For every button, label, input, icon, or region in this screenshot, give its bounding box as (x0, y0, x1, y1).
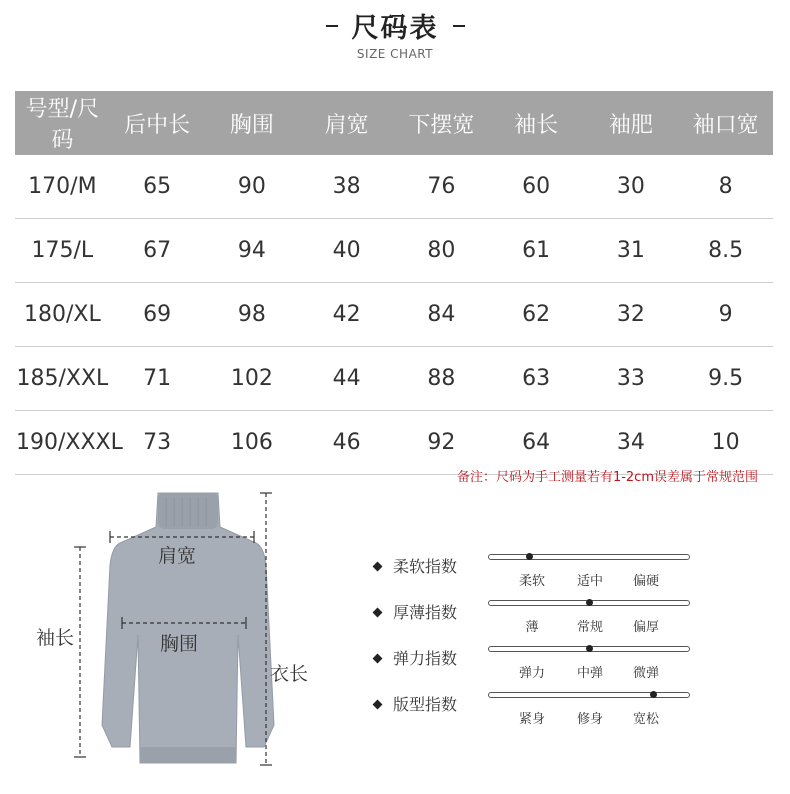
index-option: 宽松 (632, 712, 659, 727)
index-option: 常规 (576, 620, 603, 635)
sweater-diagram (28, 485, 328, 785)
title-left-dash (326, 25, 338, 27)
index-option: 紧身 (518, 712, 545, 727)
diamond-bullet-icon (373, 700, 383, 710)
index-title-text: 柔软指数 (393, 557, 458, 576)
header-chest: 胸围 (205, 91, 300, 155)
table-cell: 46 (299, 411, 394, 475)
index-option: 适中 (576, 574, 603, 589)
table-cell: 67 (110, 219, 205, 283)
table-cell: 33 (584, 347, 679, 411)
index-option: 弹力 (518, 666, 545, 681)
index-option: 薄 (525, 620, 539, 635)
header-sleeve-length: 袖长 (489, 91, 584, 155)
index-row-softness (370, 548, 700, 594)
index-track (488, 600, 690, 606)
table-header-row (15, 91, 773, 155)
table-cell: 90 (205, 155, 300, 219)
index-track (488, 692, 690, 698)
diamond-bullet-icon (373, 562, 383, 572)
chest-label: 胸围 (160, 633, 199, 655)
table-cell: 63 (489, 347, 584, 411)
table-cell: 64 (489, 411, 584, 475)
title-row (0, 6, 790, 45)
header-back-length: 后中长 (110, 91, 205, 155)
page-title: 尺码表 (351, 13, 439, 44)
index-title-text: 弹力指数 (393, 649, 458, 668)
index-title-text: 版型指数 (393, 695, 458, 714)
table-cell: 9 (678, 283, 773, 347)
page-subtitle: SIZE CHART (356, 47, 434, 61)
index-row-thickness (370, 594, 700, 640)
table-row (15, 219, 773, 283)
diamond-bullet-icon (373, 654, 383, 664)
table-cell: 9.5 (678, 347, 773, 411)
table-row (15, 155, 773, 219)
index-title (370, 692, 457, 715)
index-option: 中弹 (576, 666, 603, 681)
table-cell: 180/XL (15, 283, 110, 347)
index-option: 修身 (576, 712, 603, 727)
shoulder-label: 肩宽 (158, 545, 197, 567)
index-title (370, 554, 457, 577)
fabric-index-panel (370, 548, 700, 732)
table-row (15, 411, 773, 475)
table-row (15, 347, 773, 411)
table-cell: 106 (205, 411, 300, 475)
diamond-bullet-icon (373, 608, 383, 618)
index-title (370, 646, 457, 669)
header-hem: 下摆宽 (394, 91, 489, 155)
table-cell: 190/XXXL (15, 411, 110, 475)
index-track (488, 646, 690, 652)
table-cell: 40 (299, 219, 394, 283)
table-cell: 170/M (15, 155, 110, 219)
table-cell: 8.5 (678, 219, 773, 283)
index-row-elasticity (370, 640, 700, 686)
header-sleeve-width: 袖肥 (584, 91, 679, 155)
index-title-text: 厚薄指数 (393, 603, 458, 622)
body-length-label: 衣长 (270, 663, 309, 685)
table-cell: 31 (584, 219, 679, 283)
size-table (15, 91, 773, 475)
table-cell: 44 (299, 347, 394, 411)
table-cell: 185/XXL (15, 347, 110, 411)
header-size: 号型/尺码 (15, 91, 110, 155)
index-row-fit (370, 686, 700, 732)
index-option: 微弹 (632, 666, 659, 681)
chart-header (0, 6, 790, 61)
measurement-note: 备注：尺码为手工测量若有1-2cm误差属于常规范围 (456, 470, 758, 485)
table-row (15, 283, 773, 347)
table-cell: 38 (299, 155, 394, 219)
index-track (488, 554, 690, 560)
table-cell: 88 (394, 347, 489, 411)
table-cell: 102 (205, 347, 300, 411)
table-cell: 175/L (15, 219, 110, 283)
title-right-dash (453, 25, 465, 27)
header-cuff: 袖口宽 (678, 91, 773, 155)
table-cell: 76 (394, 155, 489, 219)
table-cell: 65 (110, 155, 205, 219)
index-title (370, 600, 457, 623)
table-cell: 42 (299, 283, 394, 347)
table-cell: 73 (110, 411, 205, 475)
table-cell: 30 (584, 155, 679, 219)
table-cell: 32 (584, 283, 679, 347)
index-option: 偏厚 (632, 620, 659, 635)
table-cell: 69 (110, 283, 205, 347)
table-cell: 61 (489, 219, 584, 283)
table-cell: 94 (205, 219, 300, 283)
index-marker (650, 691, 657, 698)
table-cell: 8 (678, 155, 773, 219)
table-cell: 84 (394, 283, 489, 347)
table-cell: 60 (489, 155, 584, 219)
index-marker (586, 645, 593, 652)
table-cell: 62 (489, 283, 584, 347)
index-option: 柔软 (518, 574, 545, 589)
table-cell: 98 (205, 283, 300, 347)
table-cell: 71 (110, 347, 205, 411)
table-cell: 34 (584, 411, 679, 475)
table-cell: 10 (678, 411, 773, 475)
sleeve-length-label: 袖长 (36, 627, 75, 649)
index-marker (586, 599, 593, 606)
table-cell: 92 (394, 411, 489, 475)
index-marker (526, 553, 533, 560)
index-option: 偏硬 (632, 574, 659, 589)
table-cell: 80 (394, 219, 489, 283)
header-shoulder: 肩宽 (299, 91, 394, 155)
